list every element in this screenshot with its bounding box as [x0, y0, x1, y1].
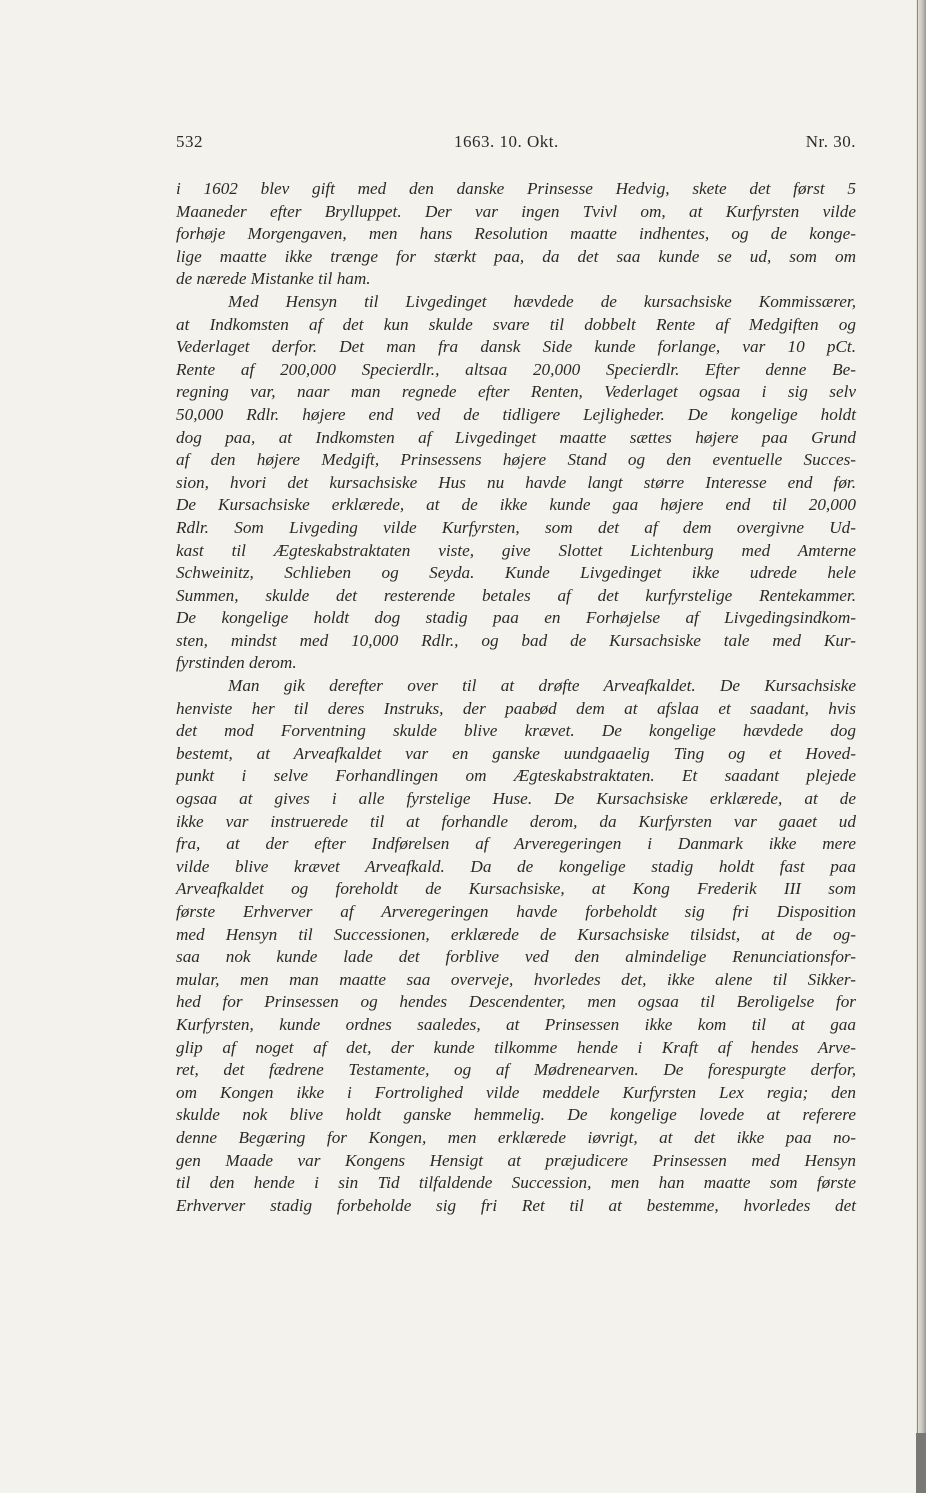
text-line: Kurfyrsten, kunde ordnes saaledes, at Prinsessen ikke kom til at gaa [176, 1014, 856, 1034]
text-line: Vederlaget derfor. Det man fra dansk Side kunde forlange, var 10 pCt. [176, 337, 856, 357]
text-line: vilde blive krævet Arveafkald. Da de kongelige stadig holdt fast paa [176, 856, 856, 876]
text-line: bestemt, at Arveafkaldet var en ganske uundgaaelig Ting og et Hoved- [176, 743, 856, 763]
text-line: kast til Ægteskabstraktaten viste, give Slottet Lichtenburg med Amterne [176, 540, 856, 560]
text-line: mular, men man maatte saa overveje, hvorledes det, ikke alene til Sikker- [176, 969, 856, 989]
text-line: ogsaa at gives i alle fyrstelige Huse. De Kursachsiske erklærede, at de [176, 789, 856, 809]
page-edge-bottom-shadow [916, 1433, 926, 1493]
text-line: sion, hvori det kursachsiske Hus nu havde langt større Interesse end før. [176, 472, 856, 492]
text-line: saa nok kunde lade det forblive ved den almindelige Renunciationsfor- [176, 947, 856, 967]
text-line: sten, mindst med 10,000 Rdlr., og bad de Kursachsiske tale med Kur- [176, 630, 856, 650]
text-line: i 1602 blev gift med den danske Prinsesse Hedvig, skete det først 5 [176, 179, 856, 198]
text-line: forhøje Morgengaven, men hans Resolution maatte indhentes, og de konge- [176, 224, 856, 244]
text-line: fra, at der efter Indførelsen af Arveregeringen i Danmark ikke mere [176, 834, 856, 854]
text-line: Maaneder efter Brylluppet. Der var ingen Tvivl om, at Kurfyrsten vilde [176, 201, 856, 221]
text-line: lige maatte ikke trænge for stærkt paa, da det saa kunde se ud, som om [176, 246, 856, 266]
text-line: De kongelige holdt dog stadig paa en Forhøjelse af Livgedingsindkom- [176, 608, 856, 628]
text-line: glip af noget af det, der kunde tilkomme hende i Kraft af hendes Arve- [176, 1037, 856, 1057]
page-edge-line [917, 0, 918, 1493]
text-line: Erhverver stadig forbeholde sig fri Ret til at bestemme, hvorledes det [176, 1195, 856, 1215]
text-line: 50,000 Rdlr. højere end ved de tidligere Lejligheder. De kongelige holdt [176, 404, 856, 424]
page-number: 532 [176, 132, 203, 151]
body-text [176, 178, 856, 1217]
header-date: 1663. 10. Okt. [454, 132, 559, 151]
text-line: henviste her til deres Instruks, der paabød dem at afslaa et saadant, hvis [176, 698, 856, 718]
text-line: de nærede Mistanke til ham. [176, 269, 371, 289]
text-line: første Erhverver af Arveregeringen havde forbeholdt sig fri Disposition [176, 902, 856, 921]
text-line: med Hensyn til Successionen, erklærede de Kursachsiske tilsidst, at de og- [176, 924, 856, 944]
text-line: Rente af 200,000 Specierdlr., altsaa 20,000 Specierdlr. Efter denne Be- [176, 359, 856, 379]
text-line: det mod Forventning skulde blive krævet. De kongelige hævdede dog [176, 721, 856, 741]
text-line: De Kursachsiske erklærede, at de ikke kunde gaa højere end til 20,000 [176, 495, 856, 515]
text-line: Man gik derefter over til at drøfte Arveafkaldet. De Kursachsiske [228, 676, 856, 696]
text-line: Schweinitz, Schlieben og Seyda. Kunde Livgedinget ikke udrede hele [176, 563, 856, 583]
text-line: regning var, naar man regnede efter Renten, Vederlaget ogsaa i sig selv [176, 382, 856, 402]
text-line: Arveafkaldet og foreholdt de Kursachsiske, at Kong Frederik III som [176, 879, 856, 899]
text-line: dog paa, at Indkomsten af Livgedinget maatte sættes højere paa Grund [176, 427, 856, 447]
text-line: om Kongen ikke i Fortrolighed vilde meddele Kurfyrsten Lex regia; den [176, 1082, 856, 1102]
header-number: Nr. 30. [805, 132, 856, 151]
text-line: af den højere Medgift, Prinsessens højere Stand og den eventuelle Succes- [176, 450, 856, 470]
text-line: fyrstinden derom. [176, 653, 297, 673]
text-line: Rdlr. Som Livgeding vilde Kurfyrsten, som det af dem overgivne Ud- [176, 517, 856, 537]
text-line: gen Maade var Kongens Hensigt at præjudicere Prinsessen med Hensyn [176, 1150, 856, 1170]
text-line: Med Hensyn til Livgedinget hævdede de kursachsiske Kommissærer, [228, 291, 856, 311]
text-line: hed for Prinsessen og hendes Descendenter, men ogsaa til Beroligelse for [176, 992, 856, 1012]
text-line: denne Begæring for Kongen, men erklærede iøvrigt, at det ikke paa no- [176, 1127, 856, 1147]
text-line: at Indkomsten af det kun skulde svare til dobbelt Rente af Medgiften og [176, 314, 856, 334]
text-line: ret, det fædrene Testamente, og af Mødrenearven. De forespurgte derfor, [176, 1060, 856, 1080]
text-line: Summen, skulde det resterende betales af det kurfyrstelige Rentekammer. [176, 585, 856, 605]
text-line: ikke var instruerede til at forhandle derom, da Kurfyrsten var gaaet ud [176, 811, 856, 831]
text-line: skulde nok blive holdt ganske hemmelig. De kongelige lovede at referere [176, 1105, 856, 1125]
running-header [176, 132, 856, 156]
text-line: til den hende i sin Tid tilfaldende Succession, men han maatte som første [176, 1173, 856, 1193]
text-line: punkt i selve Forhandlingen om Ægteskabstraktaten. Et saadant plejede [176, 766, 856, 786]
